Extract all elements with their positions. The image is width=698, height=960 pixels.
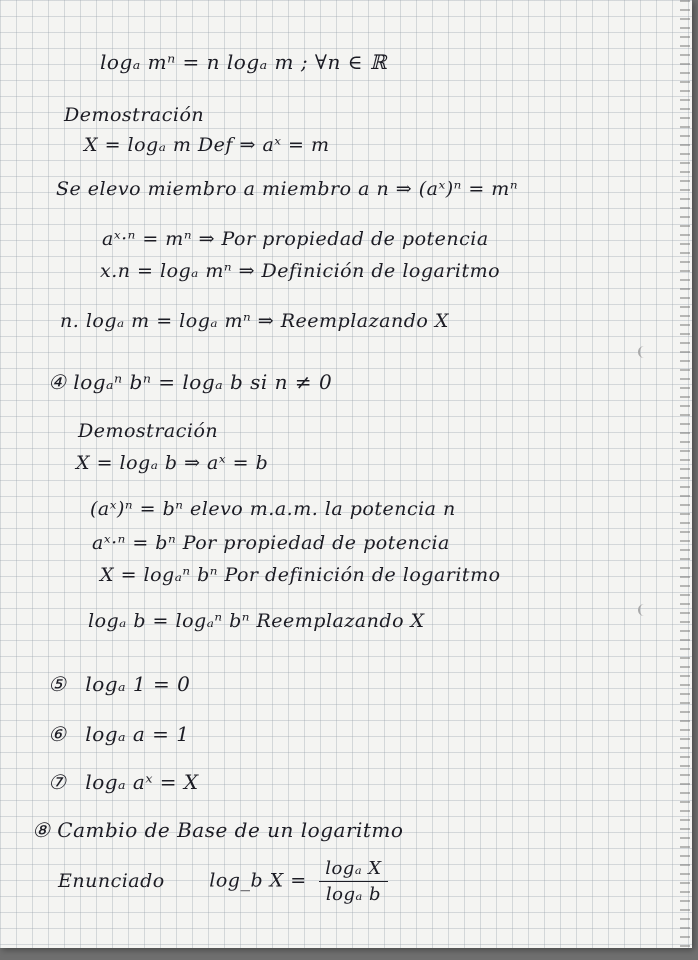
rule8-number: ⑧ <box>32 818 51 842</box>
rule8-line <box>32 818 403 842</box>
binding-hole <box>638 604 650 616</box>
rule8-statement <box>58 858 388 905</box>
rule8-title: Cambio de Base de un logaritmo <box>57 818 404 842</box>
rule4-line <box>48 370 332 394</box>
change-of-base-fraction <box>319 858 387 905</box>
rule3-formula: logₐ mⁿ = n logₐ m ; ∀n ∈ ℝ <box>100 50 388 74</box>
rule5-line <box>48 672 190 696</box>
fraction-numerator: logₐ X <box>319 858 387 882</box>
rule3-demo-title: Demostración <box>64 104 205 126</box>
rule4-formula: logₐⁿ bⁿ = logₐ b si n ≠ 0 <box>73 370 333 394</box>
spiral-binding <box>680 0 690 948</box>
rule4-number: ④ <box>48 370 67 394</box>
rule3-step1: X = logₐ m Def ⇒ aˣ = m <box>84 134 330 156</box>
rule4-step2: (aˣ)ⁿ = bⁿ elevo m.a.m. la potencia n <box>90 498 456 520</box>
rule3-step5: n. logₐ m = logₐ mⁿ ⇒ Reemplazando X <box>60 310 449 332</box>
binding-hole <box>638 346 650 358</box>
rule4-step4: X = logₐⁿ bⁿ Por definición de logaritmo <box>100 564 501 586</box>
rule5-formula: logₐ 1 = 0 <box>85 672 191 696</box>
rule4-step5: logₐ b = logₐⁿ bⁿ Reemplazando X <box>88 610 425 632</box>
rule3-step2: Se elevo miembro a miembro a n ⇒ (aˣ)ⁿ = mⁿ <box>56 178 519 200</box>
rule6-number: ⑥ <box>48 722 67 746</box>
rule5-number: ⑤ <box>48 672 67 696</box>
rule8-label: Enunciado <box>58 869 165 892</box>
rule7-line <box>48 770 199 794</box>
rule4-demo-title: Demostración <box>78 420 219 442</box>
rule3-step4: x.n = logₐ mⁿ ⇒ Definición de logaritmo <box>100 260 501 282</box>
rule4-step3: aˣ·ⁿ = bⁿ Por propiedad de potencia <box>92 532 450 554</box>
rule4-step1: X = logₐ b ⇒ aˣ = b <box>76 452 269 474</box>
rule7-formula: logₐ aˣ = X <box>85 770 199 794</box>
rule6-formula: logₐ a = 1 <box>85 722 190 746</box>
rule8-lhs: log_b X = <box>209 869 307 892</box>
rule3-step3: aˣ·ⁿ = mⁿ ⇒ Por propiedad de potencia <box>102 228 489 250</box>
fraction-denominator: logₐ b <box>325 884 381 905</box>
rule6-line <box>48 722 190 746</box>
rule7-number: ⑦ <box>48 770 67 794</box>
